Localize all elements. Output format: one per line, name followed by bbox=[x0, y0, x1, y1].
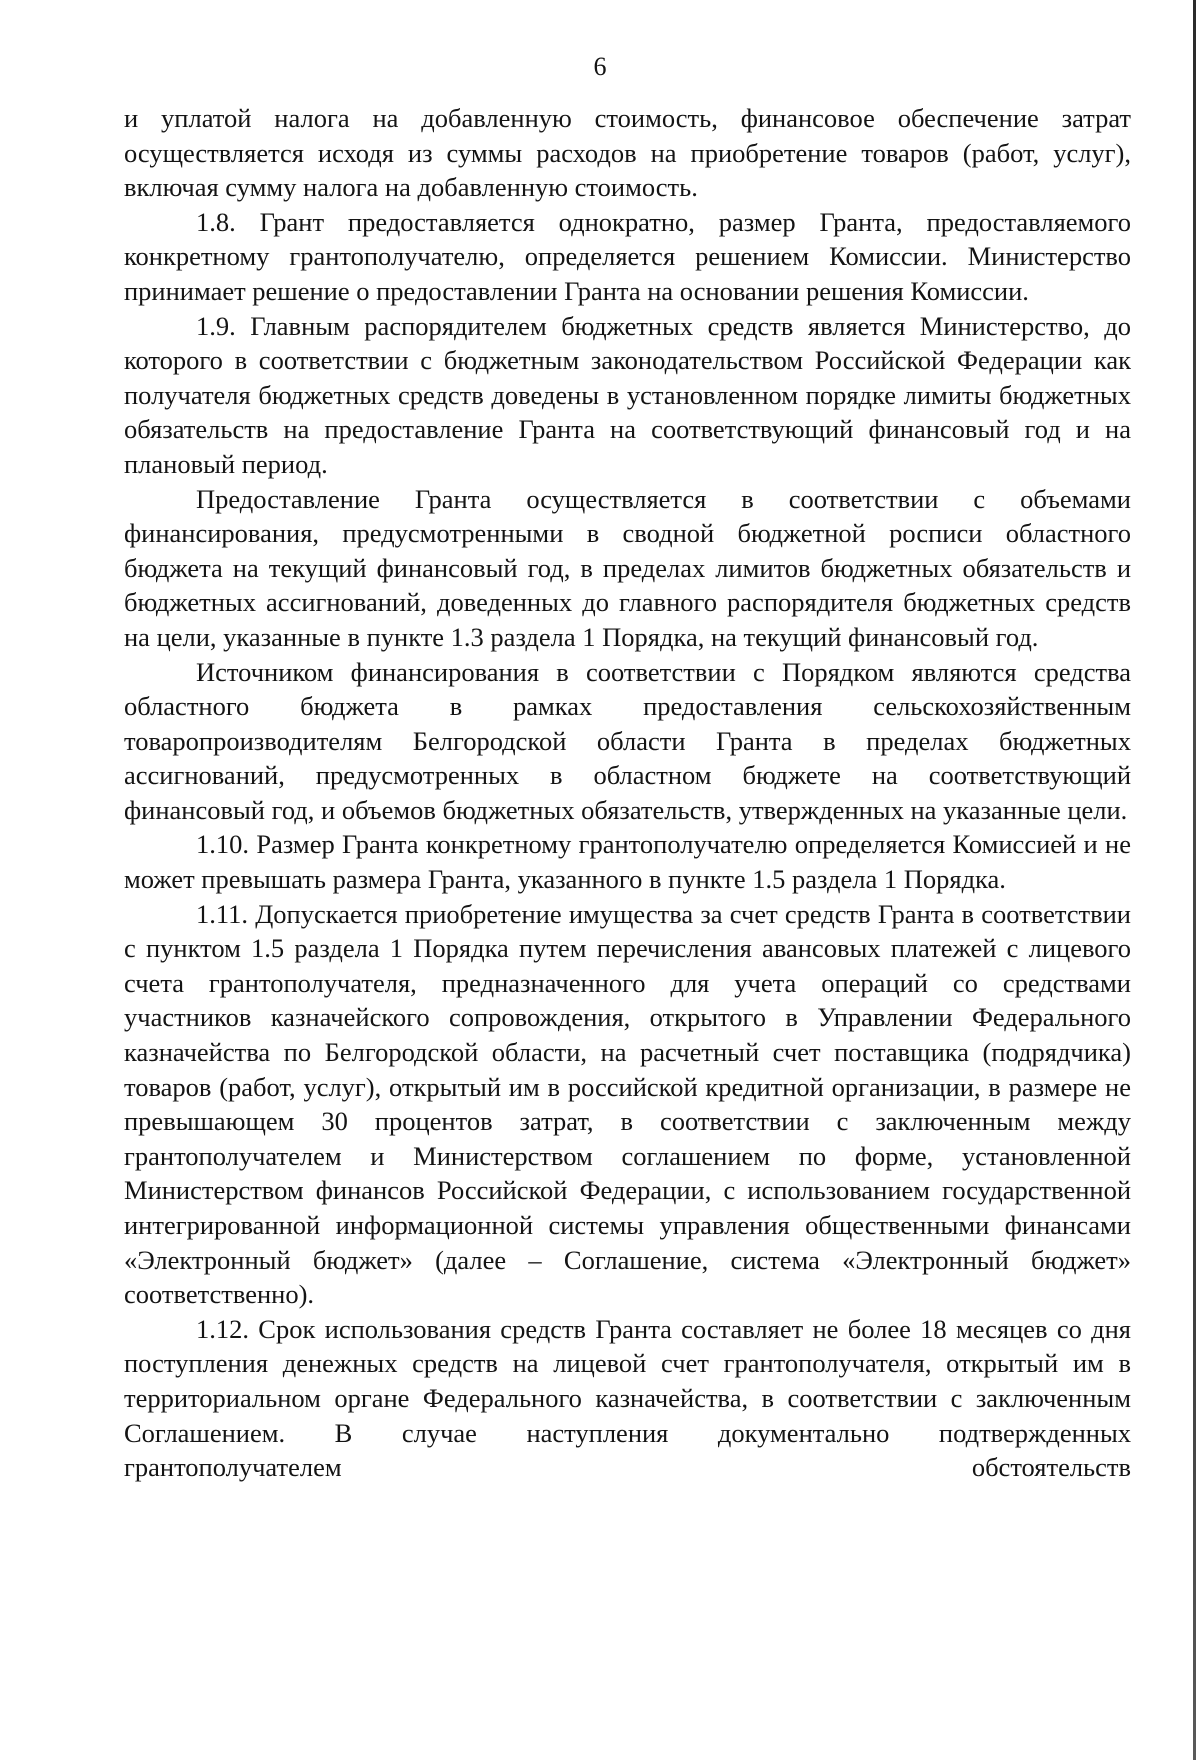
document-body bbox=[124, 101, 1131, 1485]
paragraph-continuation: и уплатой налога на добавленную стоимость, финансовое обеспечение затрат осуществляется исходя из суммы расходов на приобретение товаров (работ, услуг), включая сумму налога на добавленную стоимость. bbox=[124, 103, 1131, 203]
paragraph-1-12: 1.12. Срок использования средств Гранта составляет не более 18 месяцев со дня поступления денежных средств на лицевой счет грантополучателя, открытый им в территориальном органе Федерального казначейства, в соответствии с заключенным Соглашением. В случае наступления документально подтвержденных грантополучателем обстоятельств bbox=[124, 1313, 1131, 1483]
scan-edge-line bbox=[1193, 0, 1196, 1760]
paragraph-1-9: 1.9. Главным распорядителем бюджетных средств является Министерство, до которого в соответствии с бюджетным законодательством Российской Федерации как получателя бюджетных средств доведены в установленном порядке лимиты бюджетных обязательств на предоставление Гранта на соответствующий финансовый год и на плановый период. bbox=[124, 310, 1131, 479]
page-number: 6 bbox=[593, 52, 607, 81]
paragraph-grant-provision: Предоставление Гранта осуществляется в соответствии с объемами финансирования, предусмотренными в сводной бюджетной росписи областного бюджета на текущий финансовый год, в пределах лимитов бюджетных обязательств и бюджетных ассигнований, доведенных до главного распорядителя бюджетных средств на цели, указанные в пункте 1.3 раздела 1 Порядка, на текущий финансовый год. bbox=[124, 483, 1131, 652]
paragraph-1-8: 1.8. Грант предоставляется однократно, размер Гранта, предоставляемого конкретному грантополучателю, определяется решением Комиссии. Министерство принимает решение о предоставлении Гранта на основании решения Комиссии. bbox=[124, 206, 1131, 306]
paragraph-1-11: 1.11. Допускается приобретение имущества за счет средств Гранта в соответствии с пунктом 1.5 раздела 1 Порядка путем перечисления авансовых платежей с лицевого счета грантополучателя, предназначенного для учета операций со средствами участников казначейского сопровождения, открытого в Управлении Федерального казначейства по Белгородской области, на расчетный счет поставщика (подрядчика) товаров (работ, услуг), открытый им в российской кредитной организации, в размере не превышающем 30 процентов затрат, в соответствии с заключенным между грантополучателем и Министерством соглашением по форме, установленной Министерством финансов Российской Федерации, с использованием государственной интегрированной информационной системы управления общественными финансами «Электронный бюджет» (далее – Соглашение, система «Электронный бюджет» соответственно). bbox=[124, 898, 1131, 1310]
paragraph-1-10: 1.10. Размер Гранта конкретному грантополучателю определяется Комиссией и не может превышать размера Гранта, указанного в пункте 1.5 раздела 1 Порядка. bbox=[124, 829, 1131, 895]
paragraph-funding-source: Источником финансирования в соответствии с Порядком являются средства областного бюджета в рамках предоставления сельскохозяйственным товаропроизводителям Белгородской области Гранта в пределах бюджетных ассигнований, предусмотренных в областном бюджете на соответствующий финансовый год, и объемов бюджетных обязательств, утвержденных на указанные цели. bbox=[124, 656, 1131, 825]
